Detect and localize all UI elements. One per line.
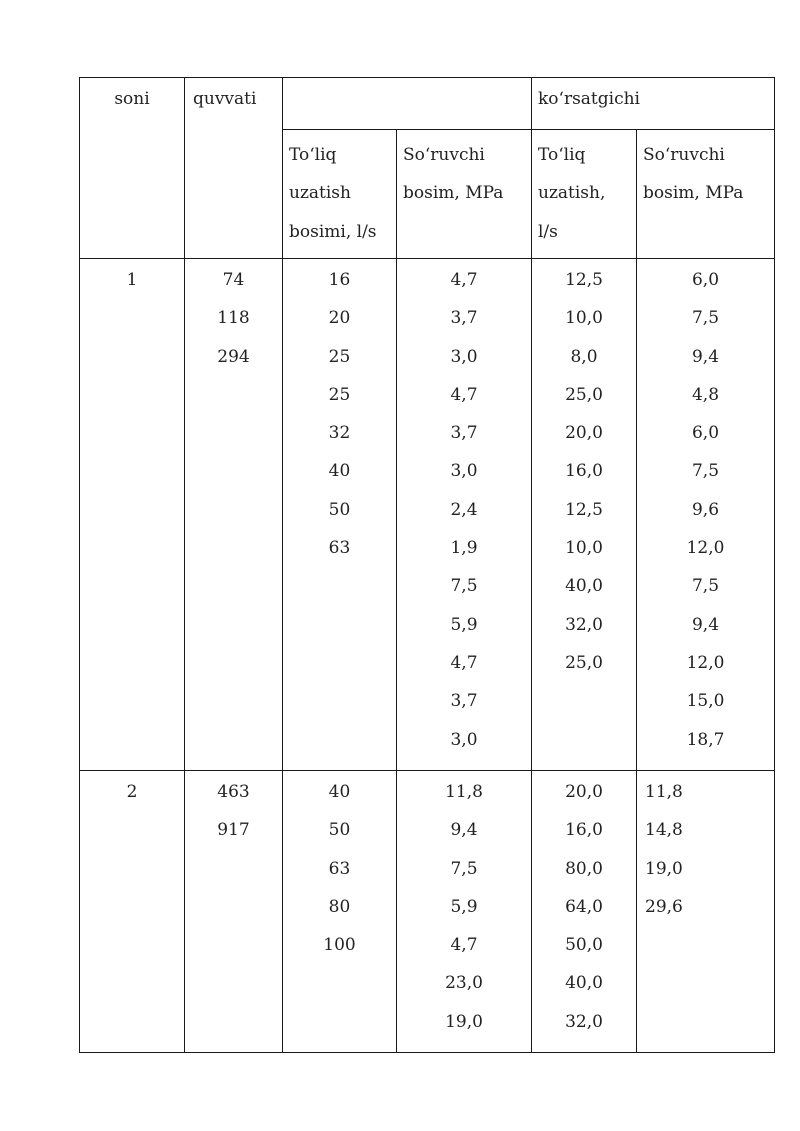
cell-value: 32,0 [565,1011,603,1032]
cell-col4 [397,771,532,1053]
cell-value: 40,0 [565,576,603,597]
cell-value: 9,4 [691,346,720,367]
header-korsatgichi: ko‘rsatgichi [532,78,775,130]
cell-soni: 2 [80,771,185,1053]
cell-value: 3,0 [450,461,478,482]
cell-value: 16,0 [565,820,603,841]
cell-value: 19,0 [445,1011,483,1032]
header-empty-group [283,78,532,130]
cell-value: 4,7 [450,935,478,956]
header-soni: soni [80,78,185,259]
cell-value: 6,0 [691,270,720,290]
table-row [80,771,775,1053]
cell-value: 50 [328,820,351,841]
cell-value: 19,0 [645,858,683,879]
cell-value: 64,0 [565,896,603,917]
cell-col6 [637,771,775,1053]
cell-value: 4,7 [450,384,478,405]
cell-value: 6,0 [691,423,720,444]
cell-value: 20 [328,308,351,329]
cell-value: 12,0 [686,538,725,559]
header-quvvati: quvvati [185,78,283,259]
cell-col3 [283,771,397,1053]
cell-value: 12,0 [686,652,725,673]
cell-value: 1,9 [450,538,478,559]
cell-value: 40,0 [565,973,603,994]
cell-value: 4,7 [450,652,478,673]
cell-value: 100 [323,935,356,956]
cell-value: 25,0 [565,384,603,405]
cell-col3 [283,259,397,771]
cell-value: 7,5 [691,576,720,597]
cell-col5 [532,771,637,1053]
cell-value: 63 [328,538,351,559]
cell-value: 20,0 [565,782,603,802]
cell-value: 18,7 [686,729,725,750]
cell-value: 11,8 [645,782,683,802]
cell-value: 20,0 [565,423,603,444]
cell-value: 917 [217,820,250,841]
cell-value: 8,0 [570,346,598,367]
cell-col6 [637,259,775,771]
cell-soni: 1 [80,259,185,771]
cell-value: 5,9 [450,896,478,917]
cell-value: 7,5 [691,308,720,329]
cell-value: 15,0 [686,691,725,712]
cell-value: 16,0 [565,461,603,482]
cell-value: 3,0 [450,729,478,750]
cell-value: 32,0 [565,614,603,635]
cell-value: 23,0 [445,973,483,994]
cell-value: 3,7 [450,308,478,329]
cell-value: 12,5 [565,270,603,290]
header-toliq-uzatish: To‘liq uzatish, l/s [532,130,637,259]
pump-data-table [79,77,775,1053]
cell-value: 10,0 [565,308,603,329]
cell-value: 9,4 [450,820,478,841]
cell-value: 40 [328,782,351,802]
header-toliq-uzatish-bosimi: To‘liq uzatish bosimi, l/s [283,130,397,259]
header-row-1 [80,78,775,130]
cell-value: 40 [328,461,351,482]
cell-value: 7,5 [450,858,478,879]
cell-value: 9,4 [691,614,720,635]
cell-value: 7,5 [450,576,478,597]
cell-value: 32 [328,423,351,444]
cell-value: 4,8 [691,384,720,405]
cell-col5 [532,259,637,771]
cell-value: 294 [217,346,250,367]
cell-quvvati [185,259,283,771]
header-soruvchi-bosim-1: So‘ruvchi bosim, MPa [397,130,532,259]
cell-value: 2,4 [450,499,478,520]
cell-value: 3,7 [450,691,478,712]
cell-value: 16 [328,270,351,290]
header-soruvchi-bosim-2: So‘ruvchi bosim, MPa [637,130,775,259]
cell-value: 50,0 [565,935,603,956]
cell-value: 74 [222,270,245,290]
cell-value: 9,6 [691,499,720,520]
cell-value: 63 [328,858,351,879]
cell-value: 4,7 [450,270,478,290]
cell-value: 14,8 [645,820,683,841]
cell-value: 80,0 [565,858,603,879]
cell-value: 5,9 [450,614,478,635]
cell-value: 25,0 [565,652,603,673]
cell-col4 [397,259,532,771]
cell-value: 118 [217,308,250,329]
cell-value: 25 [328,346,351,367]
cell-value: 3,7 [450,423,478,444]
cell-value: 12,5 [565,499,603,520]
cell-value: 50 [328,499,351,520]
cell-value: 11,8 [445,782,483,802]
cell-value: 3,0 [450,346,478,367]
cell-value: 80 [328,896,351,917]
cell-value: 29,6 [645,896,683,917]
cell-value: 463 [217,782,250,802]
cell-value: 25 [328,384,351,405]
cell-value: 7,5 [691,461,720,482]
table-row [80,259,775,771]
cell-value: 10,0 [565,538,603,559]
cell-quvvati [185,771,283,1053]
